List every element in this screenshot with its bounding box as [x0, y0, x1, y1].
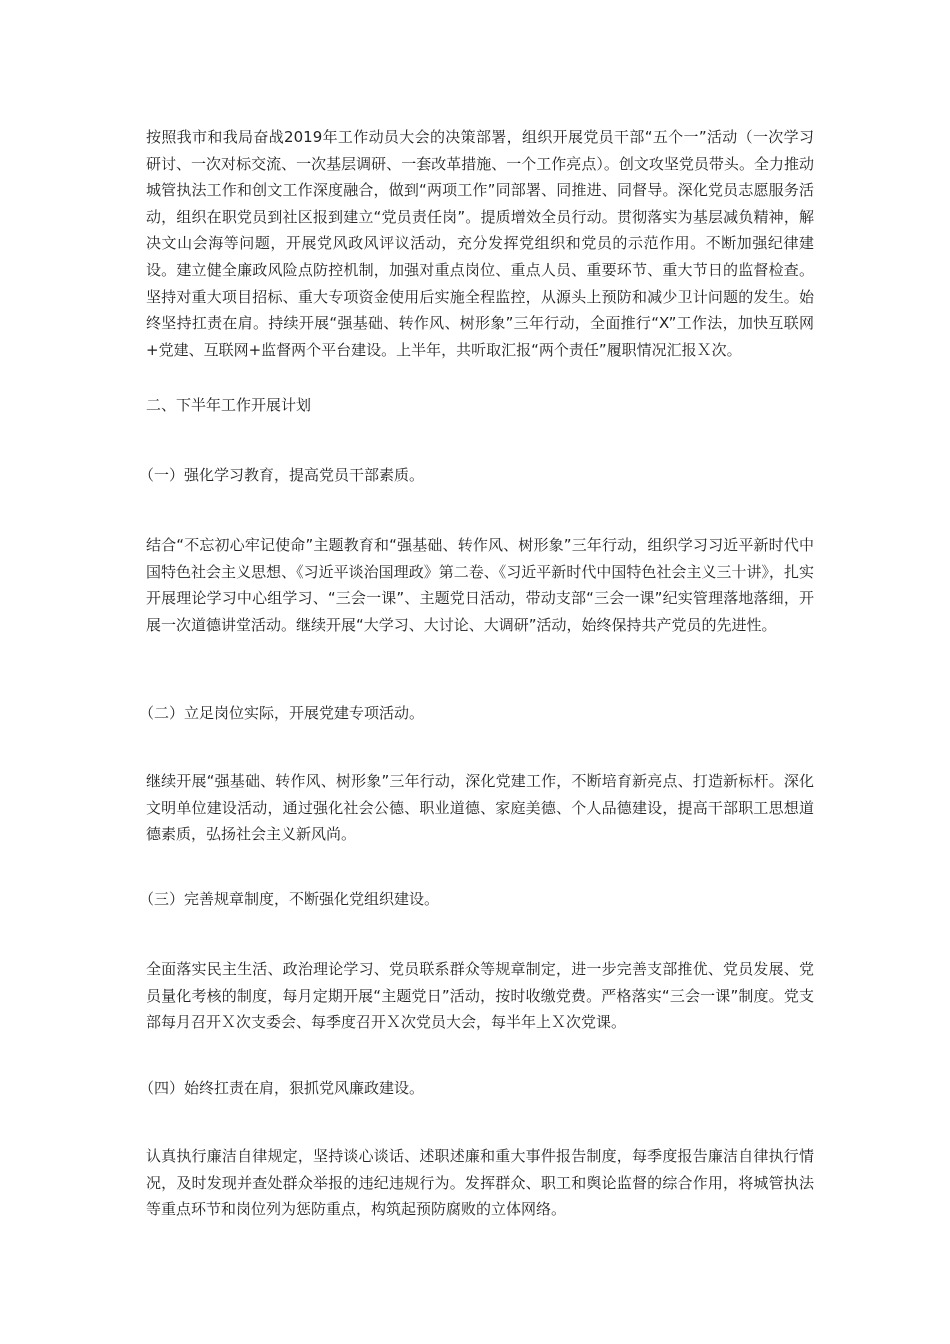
paragraph-party-activities: 继续开展“强基础、转作风、树形象”三年行动，深化党建工作，不断培育新亮点、打造新标杆。深化文明单位建设活动，通过强化社会公德、职业道德、家庭美德、个人品德建设，提高干部职工思想道德素质，弘扬社会主义新风尚。 [146, 772, 814, 844]
section-title: 二、下半年工作开展计划 [146, 396, 312, 414]
subheading-study-education: （一）强化学习教育，提高党员干部素质。 [139, 466, 425, 484]
paragraph-regulations: 全面落实民主生活、政治理论学习、党员联系群众等规章制定，进一步完善支部推优、党员发展、党员量化考核的制度，每月定期开展“主题党日”活动，按时收缴党费。严格落实“三会一课”制度。党支部每月召开Ｘ次支委会、每季度召开Ｘ次党员大会，每半年上Ｘ次党课。 [146, 960, 814, 1032]
subheading-integrity: （四）始终扛责在肩，狠抓党风廉政建设。 [139, 1079, 425, 1097]
paragraph-work-summary: 按照我市和我局奋战2019年工作动员大会的决策部署，组织开展党员干部“五个一”活动（一次学习研讨、一次对标交流、一次基层调研、一套改革措施、一个工作亮点）。创文攻坚党员带头。全力推动城管执法工作和创文工作深度融合，做到“两项工作”同部署、同推进、同督导。深化党员志愿服务活动，组织在职党员到社区报到建立“党员责任岗”。提质增效全员行动。贯彻落实为基层减负精神，解决文山会海等问题，开展党风政风评议活动，充分发挥党组织和党员的示范作用。不断加强纪律建设。建立健全廉政风险点防控机制，加强对重点岗位、重点人员、重要环节、重大节日的监督检查。坚持对重大项目招标、重大专项资金使用后实施全程监控，从源头上预防和减少卫计问题的发生。始终坚持扛责在肩。持续开展“强基础、转作风、树形象”三年行动，全面推行“X”工作法，加快互联网+党建、互联网+监督两个平台建设。上半年，共听取汇报“两个责任”履职情况汇报Ｘ次。 [146, 128, 814, 359]
paragraph-study-education: 结合“不忘初心牢记使命”主题教育和“强基础、转作风、树形象”三年行动，组织学习习近平新时代中国特色社会主义思想、《习近平谈治国理政》第二卷、《习近平新时代中国特色社会主义三十讲》，扎实开展理论学习中心组学习、“三会一课”、主题党日活动，带动支部“三会一课”纪实管理落地落细，开展一次道德讲堂活动。继续开展“大学习、大讨论、大调研”活动，始终保持共产党员的先进性。 [146, 536, 814, 634]
subheading-party-activities: （二）立足岗位实际，开展党建专项活动。 [139, 704, 425, 722]
subheading-regulations: （三）完善规章制度，不断强化党组织建设。 [139, 890, 440, 908]
paragraph-integrity: 认真执行廉洁自律规定，坚持谈心谈话、述职述廉和重大事件报告制度，每季度报告廉洁自律执行情况，及时发现并查处群众举报的违纪违规行为。发挥群众、职工和舆论监督的综合作用，将城管执法等重点环节和岗位列为惩防重点，构筑起预防腐败的立体网络。 [146, 1147, 814, 1219]
